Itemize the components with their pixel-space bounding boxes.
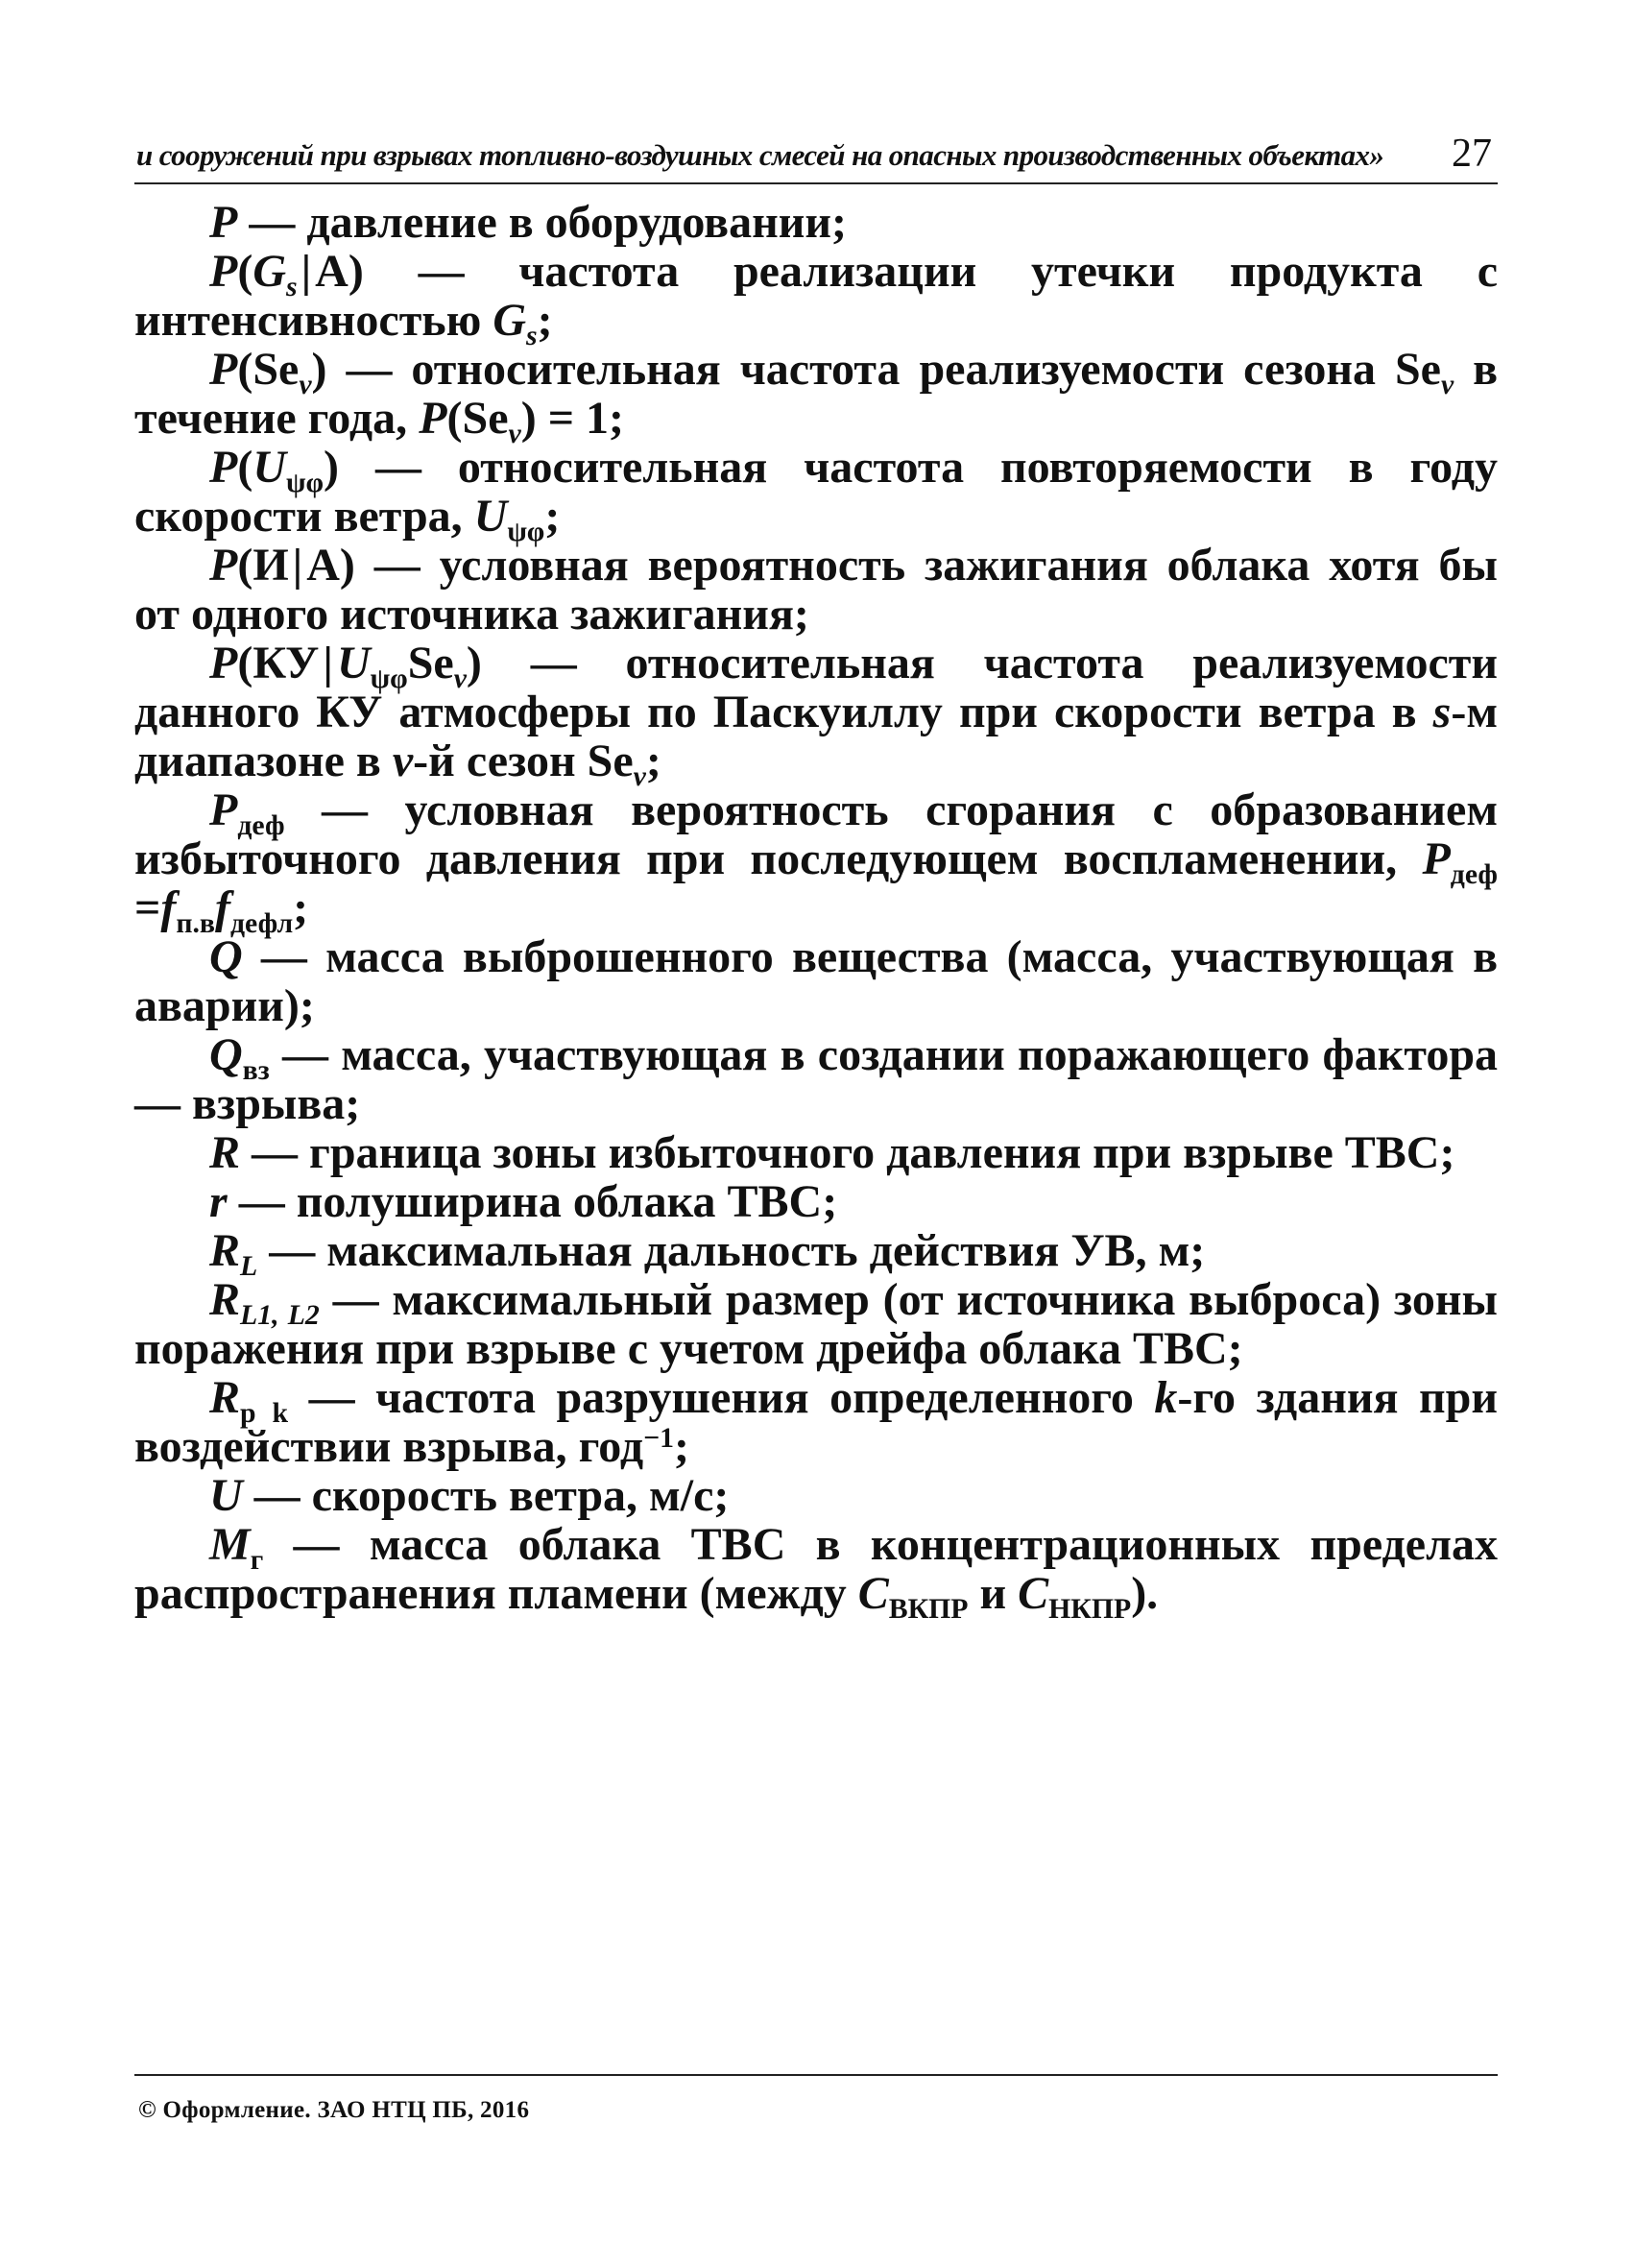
definition-m-g: $M_г$ — масса облака ТВС в концентрационных пределах распространения пламени (между $C_{ВКПР}$ и $C_{НКПР}$). <box>134 1519 1499 1626</box>
page-footer <box>134 2074 1498 2123</box>
definition-q: Q — масса выброшенного вещества (масса, участвующая в аварии); <box>134 931 1499 1031</box>
definition-p-i: P(И | A) — условная вероятность зажигания облака хотя бы от одного источника зажигания; <box>134 540 1498 639</box>
definition-r-l12: $R_{L1, L2}$ — максимальный размер (от источника выброса) зоны поражения при взрыве с учетом дрейфа облака ТВС; <box>134 1274 1498 1374</box>
definition-r-l: $R_L$ — максимальная дальность действия УВ, м; <box>209 1225 1206 1283</box>
definition-p-sev: $P(Se_v)$ — относительная частота реализуемости сезона $Se_v$ в течение года, $P(Se_v) = 1$; <box>134 344 1499 450</box>
definition-p-gs: $P(G_s$ | A) — частота реализации утечки продукта с интенсивностью $G_s$; <box>134 246 1499 352</box>
definition-p-def: $P_{деф}$ — условная вероятность сгорания с образованием избыточного давления при последующем воспламенении, $P_{деф} =f_{п.в}f_{дефл}$; <box>134 784 1499 940</box>
definition-p-ku: P(КУ | $U_{\psi\varphi}Se_v$) — относительная частота реализуемости данного КУ атмосферы по Паскуиллу при скорости ветра в s-м диапазоне в v-й сезон $Se_v$; <box>134 638 1499 793</box>
running-header <box>134 131 1498 184</box>
definition-r-big: R — граница зоны избыточного давления при взрыве ТВС; <box>209 1127 1455 1178</box>
definition-r-small: r — полуширина облака ТВС; <box>209 1176 838 1227</box>
page-number: 27 <box>1452 132 1492 176</box>
definition-q-vz: $Q_{вз}$ — масса, участвующая в создании поражающего фактора — взрыва; <box>134 1029 1499 1129</box>
running-title: и сооружений при взрывах топливно-воздушных смесей на опасных производственных объектах» <box>136 138 1384 172</box>
notation-list <box>134 197 1499 1626</box>
copyright-note: © Оформление. ЗАО НТЦ ПБ, 2016 <box>138 2097 530 2123</box>
definition-r-pk: $R_{р k}$ — частота разрушения определенного k-го здания при воздействии взрыва, год$^{-1}$; <box>134 1372 1499 1472</box>
definition-p-u: $P(U_{\psi\varphi})$ — относительная частота повторяемости в году скорости ветра, $U_{\psi\varphi}$; <box>134 442 1498 548</box>
definition-p: P — давление в оборудовании; <box>209 197 848 248</box>
definition-u: U — скорость ветра, м/с; <box>209 1470 730 1521</box>
